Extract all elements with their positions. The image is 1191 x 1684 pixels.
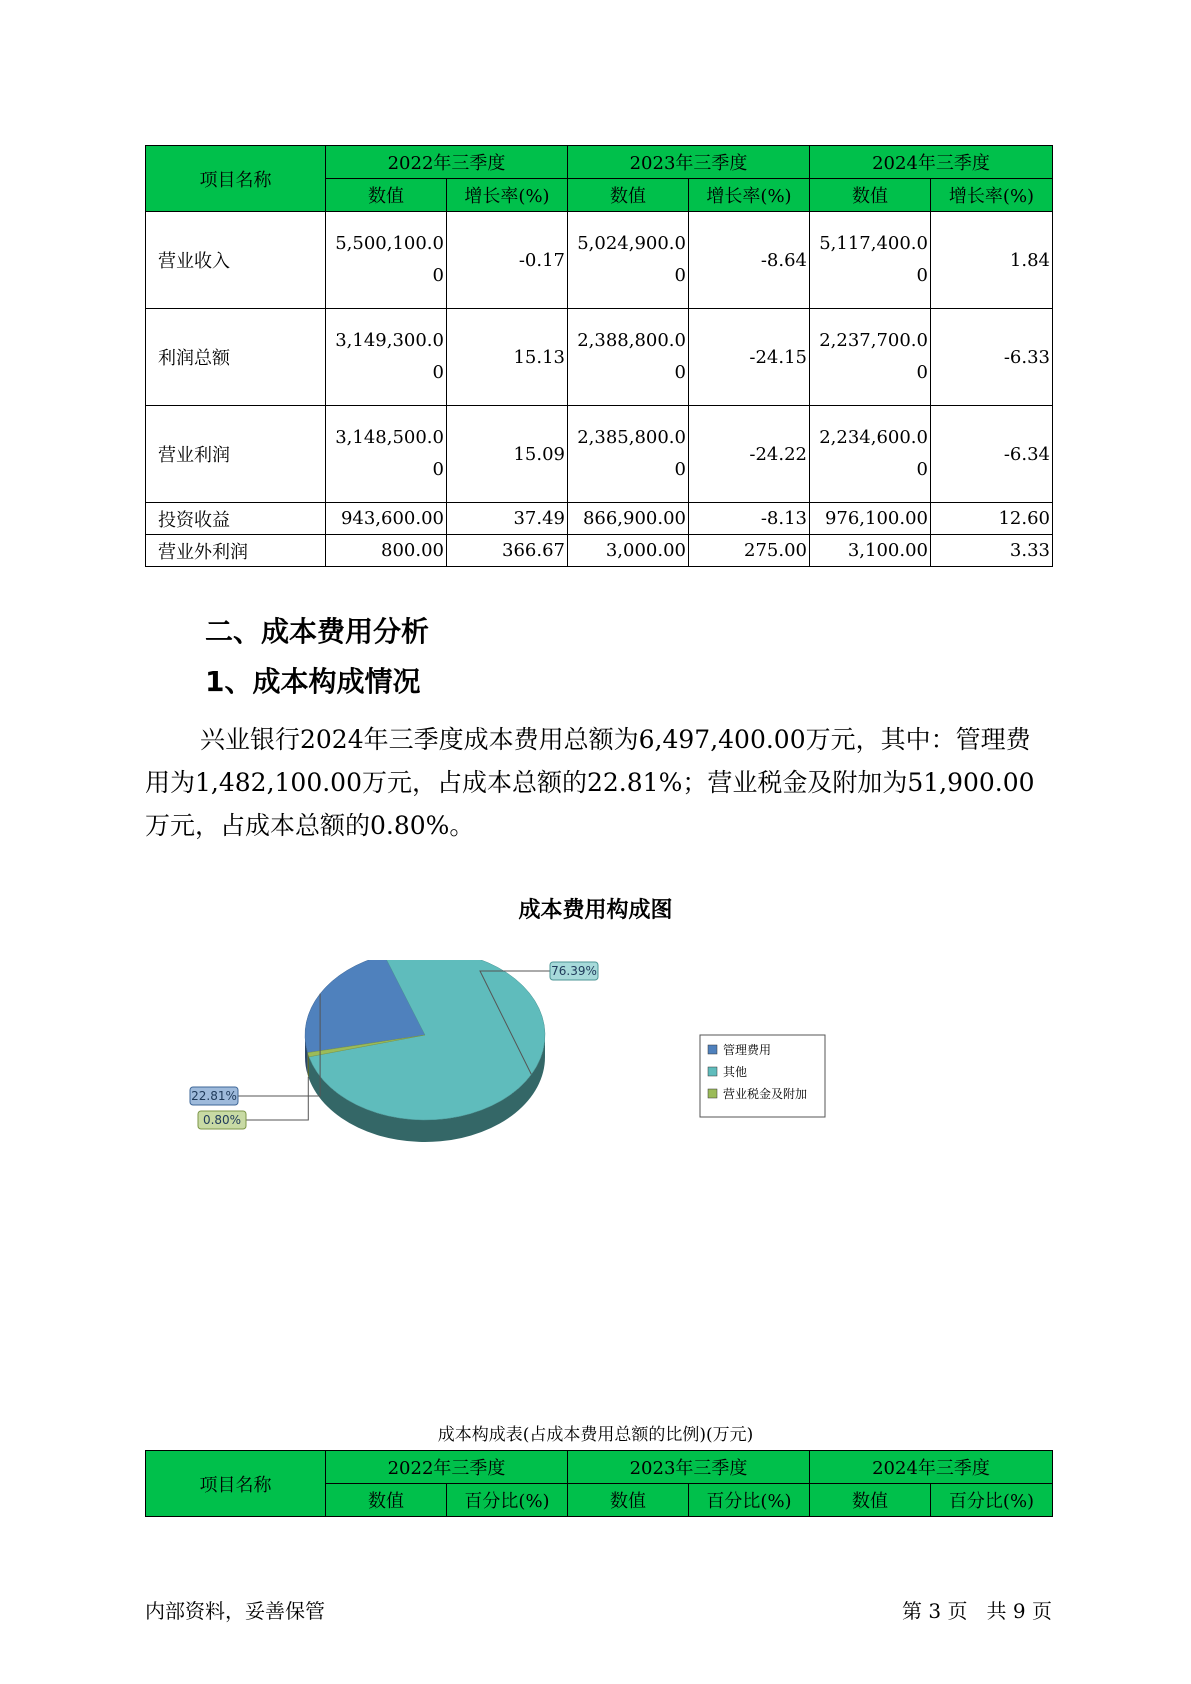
legend-swatch	[708, 1067, 717, 1076]
cell: 15.13	[447, 309, 568, 406]
sub-heading: 1、成本构成情况	[205, 665, 421, 698]
row-name: 营业收入	[146, 212, 326, 309]
table-row	[146, 309, 1053, 406]
header-period: 2022年三季度	[326, 1451, 568, 1484]
row-name: 投资收益	[146, 503, 326, 535]
cell: 943,600.00	[326, 503, 447, 535]
cell: 15.09	[447, 406, 568, 503]
row-name: 营业外利润	[146, 535, 326, 567]
cell: 37.49	[447, 503, 568, 535]
table-row	[146, 503, 1053, 535]
header-period: 2024年三季度	[810, 146, 1053, 179]
header-period: 2023年三季度	[568, 1451, 810, 1484]
row-name: 利润总额	[146, 309, 326, 406]
header-growth: 增长率(%)	[931, 179, 1053, 212]
legend-swatch	[708, 1089, 717, 1098]
header-value: 数值	[810, 1484, 931, 1517]
pie-group	[305, 960, 545, 1142]
header-value: 数值	[568, 1484, 689, 1517]
cell: 3.33	[931, 535, 1053, 567]
header-item-name: 项目名称	[146, 146, 326, 212]
header-growth: 增长率(%)	[447, 179, 568, 212]
header-value: 数值	[568, 179, 689, 212]
legend-label: 其他	[723, 1065, 748, 1079]
cell: -6.33	[931, 309, 1053, 406]
cell: 3,000.00	[568, 535, 689, 567]
callout-line	[246, 1077, 308, 1120]
cell: 5,500,100.00	[326, 212, 447, 309]
cell: -8.13	[689, 503, 810, 535]
cell: 2,237,700.00	[810, 309, 931, 406]
header-growth: 增长率(%)	[689, 179, 810, 212]
header-item-name: 项目名称	[146, 1451, 326, 1517]
cell: 2,388,800.00	[568, 309, 689, 406]
cell: -24.15	[689, 309, 810, 406]
cell: 2,385,800.00	[568, 406, 689, 503]
legend-label: 营业税金及附加	[723, 1087, 808, 1101]
header-pct: 百分比(%)	[931, 1484, 1053, 1517]
cell: 5,117,400.00	[810, 212, 931, 309]
header-pct: 百分比(%)	[447, 1484, 568, 1517]
data-label: 0.80%	[202, 1113, 242, 1127]
legend	[700, 1035, 825, 1117]
cell: 12.60	[931, 503, 1053, 535]
cost-pie-chart	[180, 960, 860, 1200]
cell: 275.00	[689, 535, 810, 567]
cell: 3,148,500.00	[326, 406, 447, 503]
header-period: 2023年三季度	[568, 146, 810, 179]
legend-label: 管理费用	[723, 1043, 772, 1057]
cell: 366.67	[447, 535, 568, 567]
header-period: 2024年三季度	[810, 1451, 1053, 1484]
header-value: 数值	[326, 179, 447, 212]
table-row	[146, 406, 1053, 503]
data-label: 22.81%	[191, 1089, 237, 1103]
cell: 3,149,300.00	[326, 309, 447, 406]
cell: 5,024,900.00	[568, 212, 689, 309]
cell: -6.34	[931, 406, 1053, 503]
footer-left: 内部资料，妥善保管	[145, 1599, 325, 1623]
cell: -24.22	[689, 406, 810, 503]
section-heading: 二、成本费用分析	[205, 615, 430, 648]
table-caption: 成本构成表(占成本费用总额的比例)(万元)	[437, 1425, 754, 1445]
cell: 866,900.00	[568, 503, 689, 535]
header-period: 2022年三季度	[326, 146, 568, 179]
cell: 800.00	[326, 535, 447, 567]
cell: 3,100.00	[810, 535, 931, 567]
row-name: 营业利润	[146, 406, 326, 503]
header-value: 数值	[810, 179, 931, 212]
data-label: 76.39%	[551, 964, 597, 978]
analysis-paragraph: 兴业银行2024年三季度成本费用总额为6,497,400.00万元，其中：管理费用为1,482,100.00万元，占成本总额的22.81%；营业税金及附加为51,900.00万元，占成本总额的0.80%。	[145, 725, 1035, 840]
chart-title: 成本费用构成图	[518, 898, 673, 923]
legend-swatch	[708, 1045, 717, 1054]
cell: -0.17	[447, 212, 568, 309]
cost-table	[145, 1450, 1053, 1517]
header-pct: 百分比(%)	[689, 1484, 810, 1517]
cell: -8.64	[689, 212, 810, 309]
header-value: 数值	[326, 1484, 447, 1517]
footer-page-number: 第 3 页 共 9 页	[902, 1599, 1052, 1623]
cell: 1.84	[931, 212, 1053, 309]
financial-table	[145, 145, 1053, 567]
table-row	[146, 212, 1053, 309]
cell: 2,234,600.00	[810, 406, 931, 503]
table-row	[146, 535, 1053, 567]
cell: 976,100.00	[810, 503, 931, 535]
